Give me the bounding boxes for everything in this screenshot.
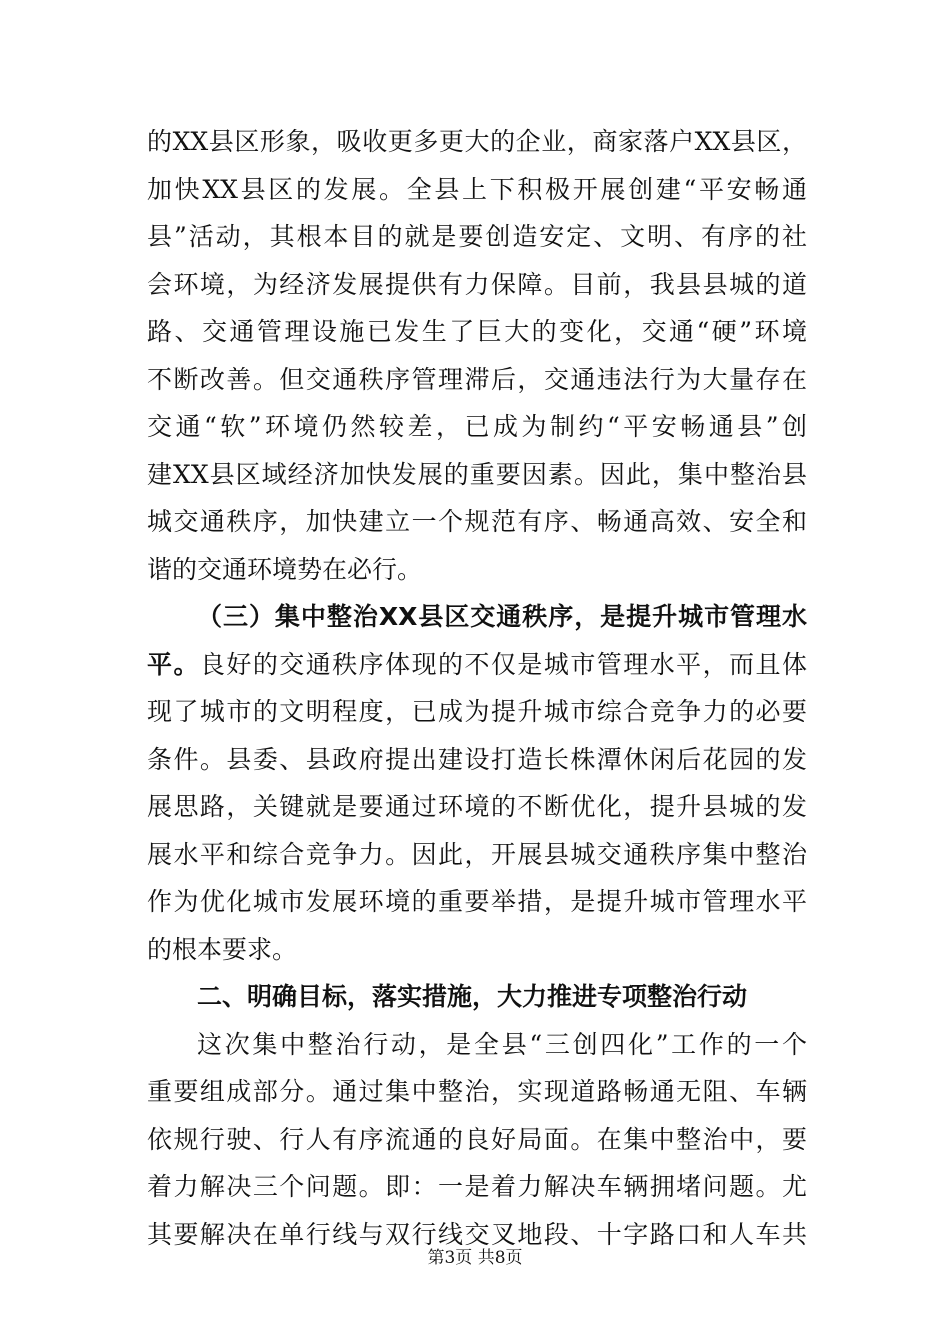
text-line: 交通“软”环境仍然较差，已成为制约“平安畅通县”创 — [147, 412, 807, 441]
text-line: 建XX县区域经济加快发展的重要因素。因此，集中整治县 — [147, 459, 807, 489]
text-line: 条件。县委、县政府提出建设打造长株潭休闲后花园的发 — [147, 744, 807, 774]
document-body — [147, 118, 807, 1258]
text-line: 会环境，为经济发展提供有力保障。目前，我县县城的道 — [147, 269, 807, 299]
text-line: 谐的交通环境势在必行。 — [147, 554, 423, 584]
text-line: 不断改善。但交通秩序管理滞后，交通违法行为大量存在 — [147, 364, 807, 394]
text-line: 加快XX县区的发展。全县上下积极开展创建“平安畅通 — [147, 174, 807, 204]
text-line: 县”活动，其根本目的就是要创造安定、文明、有序的社 — [147, 222, 807, 251]
text-line: 重要组成部分。通过集中整治，实现道路畅通无阻、车辆 — [147, 1077, 807, 1106]
text-line: 这次集中整治行动，是全县“三创四化”工作的一个 — [197, 1029, 807, 1059]
text-line: 路、交通管理设施已发生了巨大的变化，交通“硬”环境 — [147, 317, 807, 346]
page-number-footer: 第3页 共8页 — [427, 1248, 523, 1268]
text-line: 展思路，关键就是要通过环境的不断优化，提升县城的发 — [147, 792, 807, 821]
text-line: 的XX县区形象，吸收更多更大的企业，商家落户XX县区， — [147, 127, 807, 156]
text-line: 的根本要求。 — [147, 934, 298, 964]
text-line: 着力解决三个问题。即：一是着力解决车辆拥堵问题。尤 — [147, 1172, 807, 1201]
text-run: 良好的交通秩序体现的不仅是城市管理水平，而且体 — [199, 649, 807, 679]
text-line: 依规行驶、行人有序流通的良好局面。在集中整治中，要 — [147, 1124, 807, 1154]
text-line — [147, 641, 807, 689]
text-line: 其要解决在单行线与双行线交叉地段、十字路口和人车共 — [147, 1219, 807, 1249]
bold-lead-in: （三）集中整治XX县区交通秩序，是提升城市管理水 — [197, 602, 807, 631]
text-line: 现了城市的文明程度，已成为提升城市综合竞争力的必要 — [147, 697, 807, 726]
section-heading: 二、明确目标，落实措施，大力推进专项整治行动 — [197, 982, 748, 1011]
text-line: 展水平和综合竞争力。因此，开展县城交通秩序集中整治 — [147, 839, 807, 869]
bold-lead-in-end: 平。 — [147, 649, 200, 679]
text-line — [147, 593, 807, 641]
text-line: 作为优化城市发展环境的重要举措，是提升城市管理水平 — [147, 887, 807, 916]
text-line: 城交通秩序，加快建立一个规范有序、畅通高效、安全和 — [147, 507, 807, 536]
